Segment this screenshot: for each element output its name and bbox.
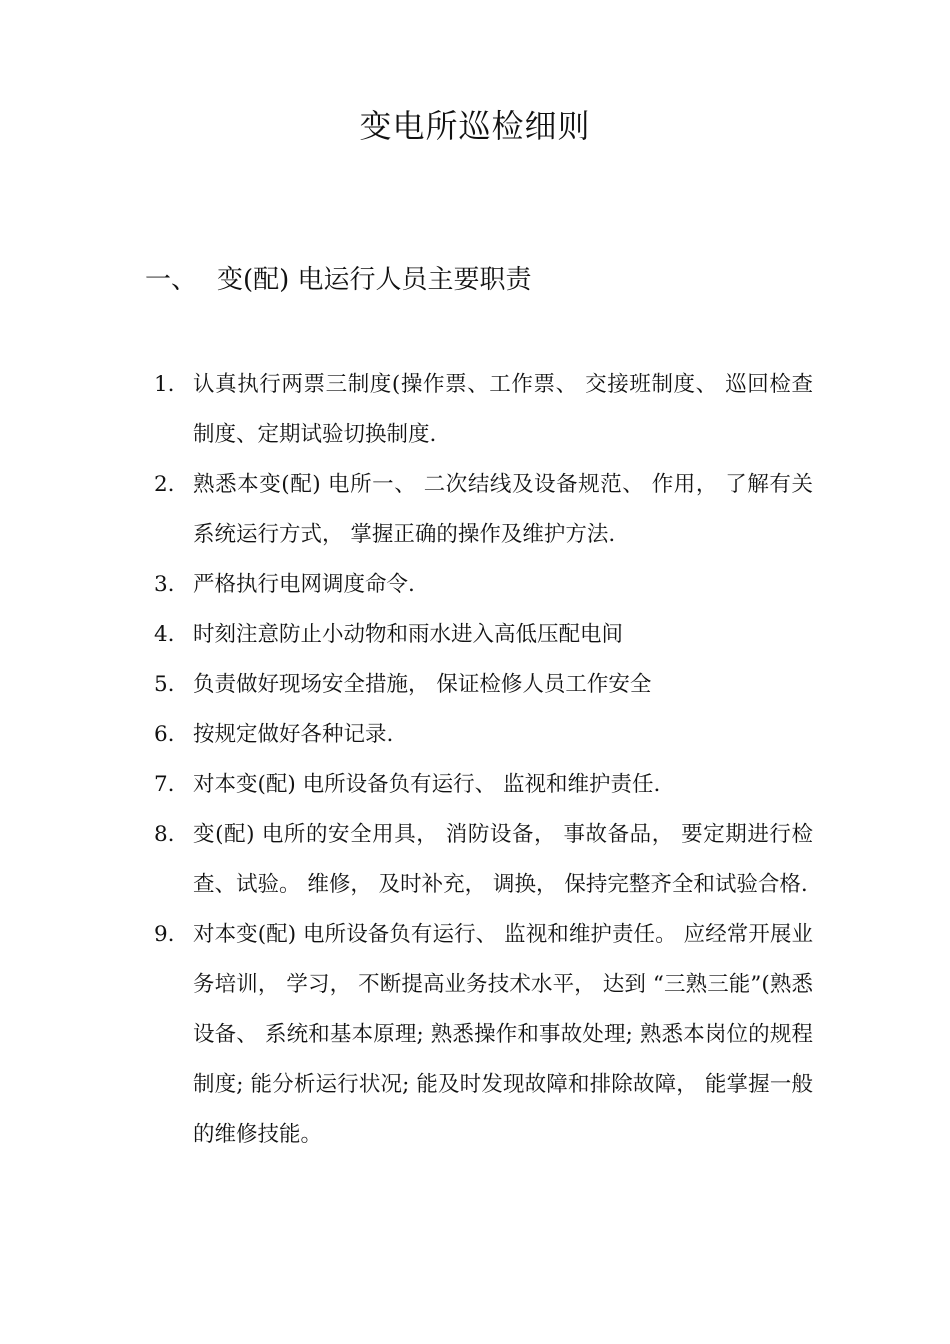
list-item-number: 4. <box>154 622 175 647</box>
list-item-text: 负责做好现场安全措施， 保证检修人员工作安全 <box>193 672 652 697</box>
list-item <box>148 810 813 910</box>
list-item-number: 2. <box>154 472 175 497</box>
list-item-text: 认真执行两票三制度(操作票、工作票、 交接班制度、 巡回检查制度、定期试验切换制度. <box>193 372 813 447</box>
list-item-number: 1. <box>154 372 175 397</box>
duty-list <box>148 360 813 1160</box>
list-item-number: 7. <box>154 772 175 797</box>
list-item-text: 熟悉本变(配) 电所一、 二次结线及设备规范、 作用， 了解有关系统运行方式， 掌握正确的操作及维护方法. <box>193 472 813 547</box>
section-number: 一、 <box>145 265 198 295</box>
list-item <box>148 760 813 810</box>
list-item <box>148 710 813 760</box>
section-heading <box>145 258 532 302</box>
list-item-number: 8. <box>154 822 175 847</box>
section-title: 变(配) 电运行人员主要职责 <box>217 265 532 295</box>
list-item-text: 按规定做好各种记录. <box>193 722 394 747</box>
document-title: 变电所巡检细则 <box>359 107 591 145</box>
list-item <box>148 610 813 660</box>
list-item-text: 对本变(配) 电所设备负有运行、 监视和维护责任. <box>193 772 661 797</box>
list-item-number: 3. <box>154 572 175 597</box>
list-item-number: 6. <box>154 722 175 747</box>
list-item <box>148 660 813 710</box>
list-item-text: 对本变(配) 电所设备负有运行、 监视和维护责任。 应经常开展业务培训， 学习， 不断提高业务技术水平， 达到 “三熟三能”(熟悉设备、 系统和基本原理; 熟悉操作和事故处理; 熟悉本岗位的规程制度; 能分析运行状况; 能及时发现故障和排除故障， 能掌握一般的维修技能。 <box>193 922 813 1147</box>
list-item <box>148 560 813 610</box>
list-item-text: 严格执行电网调度命令. <box>193 572 415 597</box>
list-item-text: 时刻注意防止小动物和雨水进入高低压配电间 <box>193 622 624 647</box>
list-item-number: 9. <box>154 922 175 947</box>
list-item <box>148 910 813 1160</box>
list-item-number: 5. <box>154 672 175 697</box>
list-item <box>148 360 813 460</box>
list-item-text: 变(配) 电所的安全用具， 消防设备， 事故备品， 要定期进行检查、试验。 维修， 及时补充， 调换， 保持完整齐全和试验合格. <box>193 822 813 897</box>
list-item <box>148 460 813 560</box>
